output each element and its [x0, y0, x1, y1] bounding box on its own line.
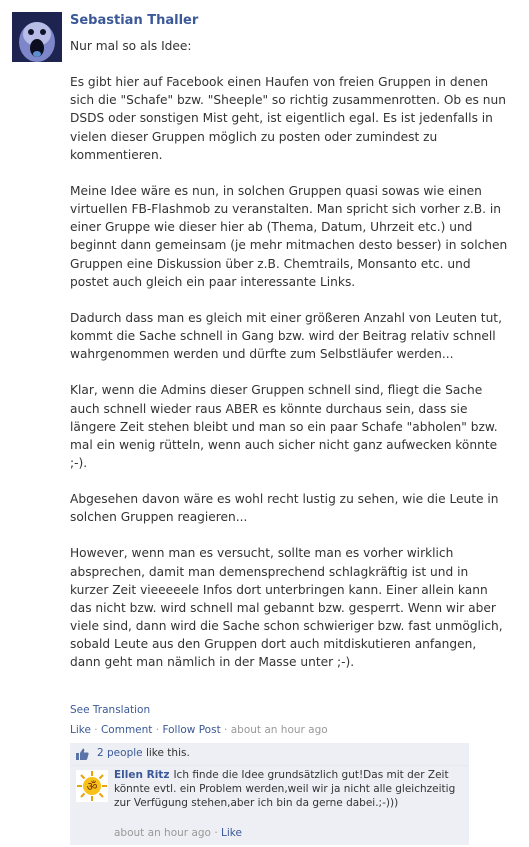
post-paragraph: Abgesehen davon wäre es wohl recht lustig zu sehen, wie die Leute in solchen Gruppen reagieren...: [70, 492, 499, 525]
like-link[interactable]: Like: [70, 724, 91, 736]
likes-summary: [70, 743, 469, 766]
post-body: [70, 37, 510, 690]
follow-post-link[interactable]: Follow Post: [162, 724, 221, 736]
comment-meta: [114, 827, 242, 839]
commenter-name[interactable]: Ellen Ritz: [114, 769, 170, 781]
separator: ·: [224, 724, 228, 736]
comment-like-link[interactable]: Like: [221, 827, 242, 839]
commenter-avatar[interactable]: [76, 770, 108, 802]
post-timestamp[interactable]: about an hour ago: [230, 724, 328, 736]
post-paragraph: Dadurch dass man es gleich mit einer größeren Anzahl von Leuten tut, kommt die Sache schnell in Gang bzw. wird der Beitrag relativ schnell wahrgenommen werden und dürfte zum Selbstläufer werden...: [70, 310, 502, 362]
post-paragraph: However, wenn man es versucht, sollte man es vorher wirklich absprechen, damit man demensprechend schlagkräftig ist und in kurzer Zeit vieeeeele Infos dort unterbringen kann. Einer allein kann das nicht bzw. wird schnell mal gebannt bzw. gesperrt. Wenn wir aber viele sind, dann wird die Sache schon schwieriger bzw. fast unmöglich, sobald Leute aus den Gruppen dort auch mitdiskutieren anfangen, dann geht man nämlich in der Masse unter ;-).: [70, 546, 503, 670]
post-paragraph: Meine Idee wäre es nun, in solchen Gruppen quasi sowas wie einen virtuellen FB-Flashmob zu veranstalten. Man spricht sich vorher z.B. in einer Gruppe wie dieser hier ab (Thema, Datum, Uhrzeit etc.) und beginnt dann gemeinsam (je mehr mitmachen desto besser) in solchen Gruppen eine Diskussion über z.B. Chemtrails, Monsanto etc. und postet auch gleich ein paar interessante Links.: [70, 183, 508, 289]
post-author-name[interactable]: Sebastian Thaller: [70, 13, 199, 28]
svg-text:ॐ: ॐ: [86, 779, 98, 794]
separator: ·: [155, 724, 160, 736]
author-avatar[interactable]: [12, 12, 62, 62]
thumbs-up-icon: [76, 748, 89, 760]
post-paragraph: Es gibt hier auf Facebook einen Haufen von freien Gruppen in denen sich die "Schafe" bzw. "Sheeple" so richtig zusammenrotten. Ob es nun DSDS oder sonstigen Mist geht, ist eigentlich egal. Es ist jedenfalls in vielen dieser Gruppen möglich zu posten oder zumindest zu kommentieren.: [70, 75, 506, 162]
separator: ·: [214, 827, 218, 839]
separator: ·: [94, 724, 98, 736]
comment-link[interactable]: Comment: [100, 724, 153, 736]
comment-timestamp[interactable]: about an hour ago: [114, 827, 211, 839]
comment-text: [114, 769, 462, 810]
avatar-image: [12, 12, 62, 62]
likes-count-link[interactable]: 2 people: [97, 747, 143, 759]
post-paragraph: Nur mal so als Idee:: [70, 39, 192, 53]
see-translation-link[interactable]: See Translation: [70, 704, 151, 716]
comment-item: [70, 766, 469, 845]
post-paragraph: Klar, wenn die Admins dieser Gruppen schnell sind, fliegt die Sache auch schnell wieder raus ABER es könnte durchaus sein, dass sie längere Zeit stehen bleibt und man so ein paar Schafe "abholen" bzw. mal ein wenig rütteln, wenn auch sicher nicht ganz aufwecken könnte ;-).: [70, 383, 498, 470]
post-actions: [70, 724, 328, 736]
comment-body: Ich finde die Idee grundsätzlich gut!Das mit der Zeit könnte evtl. ein Problem werden,weil wir ja nicht alle gleichzeitig zur Verfügung stehen,aber ich bin da gerne dabei.;-))): [114, 769, 456, 809]
sun-om-icon: [76, 770, 108, 802]
likes-text: [97, 747, 190, 759]
likes-suffix: like this.: [145, 747, 190, 759]
